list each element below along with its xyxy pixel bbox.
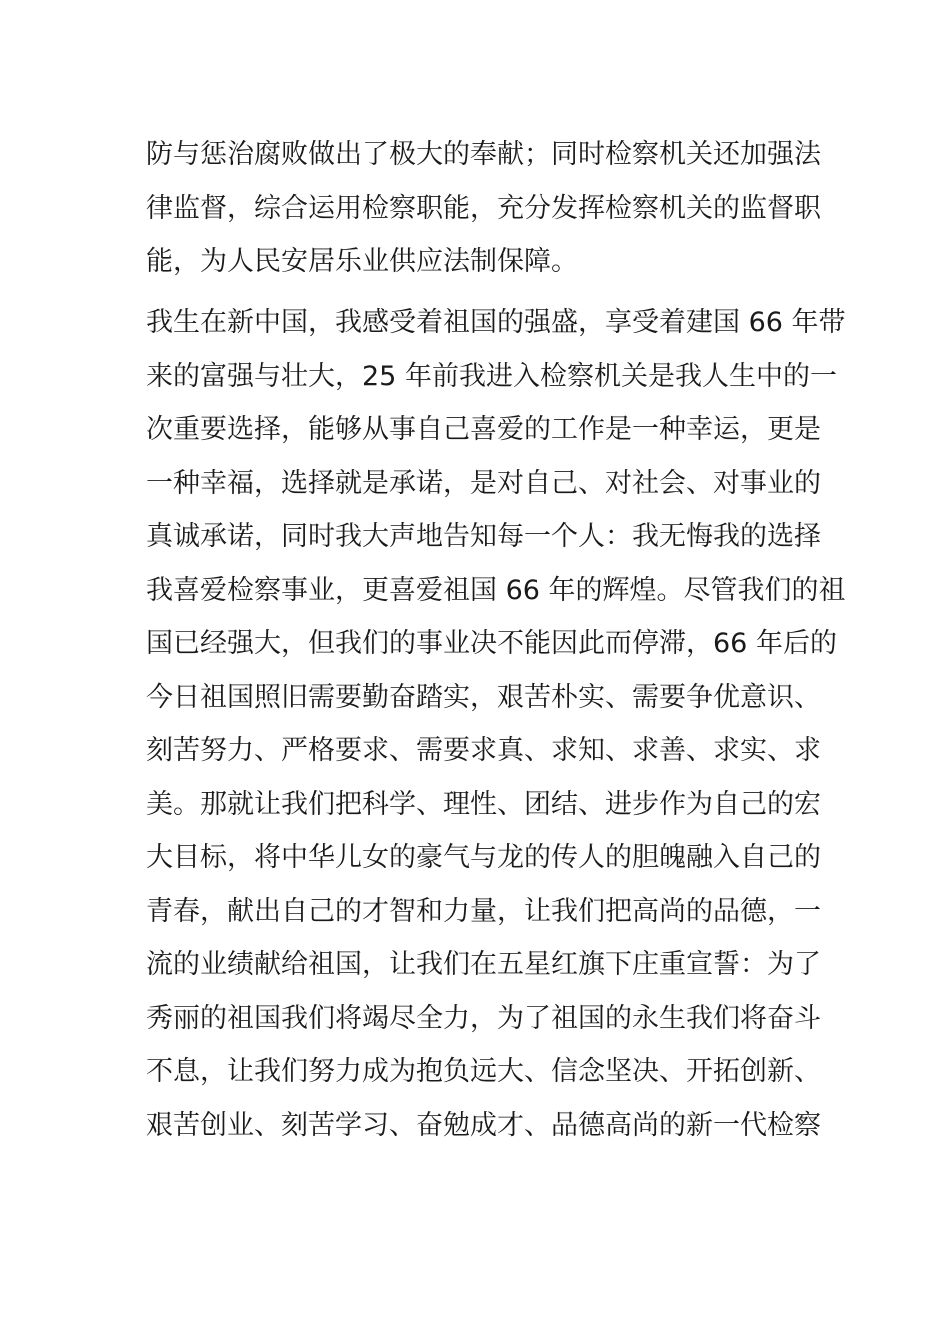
- paragraph-line: 防与惩治腐败做出了极大的奉献；同时检察机关还加强法: [146, 139, 821, 170]
- paragraph-line: 秀丽的祖国我们将竭尽全力，为了祖国的永生我们将奋斗: [146, 1002, 821, 1034]
- paragraph-line: 大目标，将中华儿女的豪气与龙的传人的胆魄融入自己的: [146, 842, 821, 873]
- paragraph-line: 青春，献出自己的才智和力量，让我们把高尚的品德，一: [146, 895, 821, 927]
- paragraph-line: 不息，让我们努力成为抱负远大、信念坚决、开拓创新、: [146, 1056, 821, 1087]
- paragraph-line: [146, 1152, 810, 1206]
- paragraph-line: 次重要选择，能够从事自己喜爱的工作是一种幸运，更是: [146, 414, 821, 445]
- paragraph-line: 真诚承诺，同时我大声地告知每一个人：我无悔我的选择: [146, 521, 821, 552]
- paragraph-2: [146, 296, 846, 1206]
- paragraph-line: 我生在新中国，我感受着祖国的强盛，享受着建国 66 年带: [146, 307, 846, 338]
- paragraph-line: 律监督，综合运用检察职能，充分发挥检察机关的监督职: [146, 192, 821, 224]
- paragraph-line: 一种幸福，选择就是承诺，是对自己、对社会、对事业的: [146, 467, 821, 499]
- paragraph-line: 流的业绩献给祖国，让我们在五星红旗下庄重宣誓：为了: [146, 949, 821, 980]
- paragraph-line: 艰苦创业、刻苦学习、奋勉成才、品德高尚的新一代检察: [146, 1109, 821, 1141]
- paragraph-line: 美。那就让我们把科学、理性、团结、进步作为自己的宏: [146, 788, 821, 820]
- paragraph-line: 我喜爱检察事业，更喜爱祖国 66 年的辉煌。尽管我们的祖: [146, 574, 846, 606]
- paragraph-line: 今日祖国照旧需要勤奋踏实，艰苦朴实、需要争优意识、: [146, 681, 821, 713]
- paragraph-line: 来的富强与壮大，25 年前我进入检察机关是我人生中的一: [146, 360, 837, 392]
- paragraph-line: 国已经强大，但我们的事业决不能因此而停滞，66 年后的: [146, 628, 837, 659]
- paragraph-line: 能，为人民安居乐业供应法制保障。: [146, 246, 578, 277]
- paragraph-1: [146, 128, 821, 289]
- paragraph-line: 刻苦努力、严格要求、需要求真、求知、求善、求实、求: [146, 735, 821, 766]
